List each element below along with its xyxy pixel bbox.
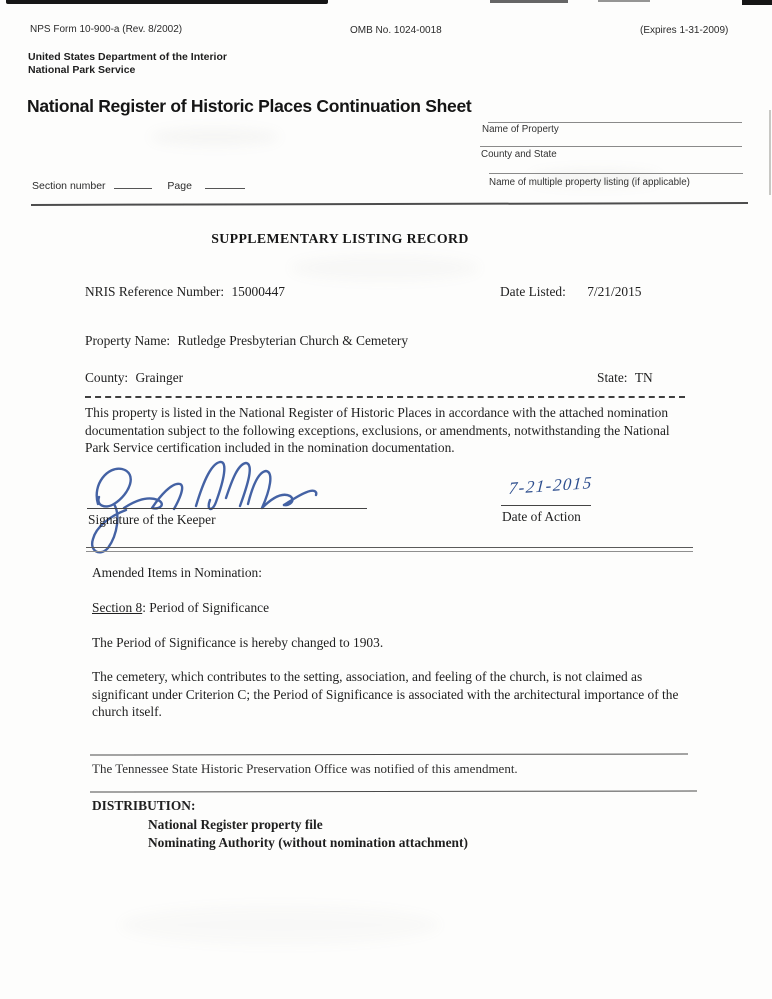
date-listed-label: Date Listed: (500, 284, 566, 299)
scan-artifact-right-edge (769, 110, 771, 195)
keeper-signature-label: Signature of the Keeper (88, 512, 216, 527)
form-number: NPS Form 10-900-a (Rev. 8/2002) (30, 24, 183, 35)
county-value: Grainger (135, 370, 184, 385)
property-name-row (85, 332, 408, 350)
notification-sentence: The Tennessee State Historic Preservation Office was notified of this amendment. (92, 761, 518, 776)
property-name-label: Property Name: (85, 333, 171, 348)
date-of-action-label: Date of Action (502, 509, 581, 524)
nris-label: NRIS Reference Number: (85, 284, 225, 299)
name-of-property-label: Name of Property (482, 124, 559, 135)
date-listed (500, 283, 642, 301)
keeper-signature-line (87, 508, 367, 509)
header-divider-rule (31, 202, 748, 206)
dashed-separator (85, 396, 685, 398)
section8-rest: : Period of Significance (142, 600, 270, 615)
state-row (597, 369, 653, 387)
cemetery-explanation-paragraph: The cemetery, which contributes to the setting, association, and feeling of the church, is not claimed as significant under Criterion C; the Period of Significance is associated with the architectural importance of the church itself. (92, 669, 679, 719)
expires-note: (Expires 1-31-2009) (640, 25, 729, 36)
section-number-blank[interactable] (114, 177, 152, 189)
paper-smudge (150, 128, 280, 146)
agency-line1: United States Department of the Interior (28, 51, 227, 63)
section8-ref: Section 8 (92, 600, 143, 615)
agency-line2: National Park Service (28, 64, 136, 76)
paper-smudge (120, 905, 440, 945)
certification-paragraph: This property is listed in the National Register of Historic Places in accordance with the attached nomination documentation subject to the following exceptions, exclusions, or amendments, notwithstanding the National Park Service certification included in the nomination documentation. (85, 405, 670, 455)
amended-items-heading: Amended Items in Nomination: (92, 565, 262, 580)
state-value: TN (634, 370, 653, 385)
section-number-label: Section number (32, 180, 106, 192)
nris-value: 15000447 (231, 284, 285, 299)
section8-line (92, 599, 269, 617)
distribution-item: National Register property file (148, 817, 323, 832)
date-of-action-line (501, 505, 591, 506)
property-name-value: Rutledge Presbyterian Church & Cemetery (177, 333, 409, 348)
date-of-action-handwritten: 7-21-2015 (508, 472, 594, 498)
county-label: County: (85, 370, 129, 385)
paper-smudge (290, 255, 480, 281)
distribution-item: Nominating Authority (without nomination attachment) (148, 835, 468, 850)
notification-top-rule (90, 753, 688, 755)
county-state-label: County and State (481, 149, 557, 160)
period-change-sentence: The Period of Significance is hereby changed to 1903. (92, 635, 384, 650)
multiple-listing-label: Name of multiple property listing (if applicable) (489, 177, 690, 188)
document-title: National Register of Historic Places Continuation Sheet (27, 96, 472, 116)
nris-reference (85, 283, 285, 301)
name-of-property-line[interactable] (488, 121, 742, 123)
date-listed-value: 7/21/2015 (587, 284, 642, 299)
state-label: State: (597, 370, 628, 385)
section-page-row (32, 177, 245, 192)
page-blank[interactable] (205, 177, 245, 189)
scan-artifact-top-mid (490, 0, 568, 3)
multiple-listing-line[interactable] (489, 172, 743, 174)
distribution-top-rule (90, 790, 697, 792)
record-heading: SUPPLEMENTARY LISTING RECORD (211, 231, 469, 246)
scan-artifact-top-right (742, 0, 772, 5)
county-row (85, 369, 183, 387)
county-state-line[interactable] (480, 145, 742, 147)
signature-section-divider (86, 547, 693, 552)
scan-artifact-top-left (6, 0, 328, 4)
keeper-signature-ink (84, 456, 374, 558)
omb-number: OMB No. 1024-0018 (350, 25, 442, 36)
scan-artifact-top-mid2 (598, 0, 650, 2)
page-label: Page (167, 180, 192, 192)
distribution-heading: DISTRIBUTION: (92, 798, 196, 813)
